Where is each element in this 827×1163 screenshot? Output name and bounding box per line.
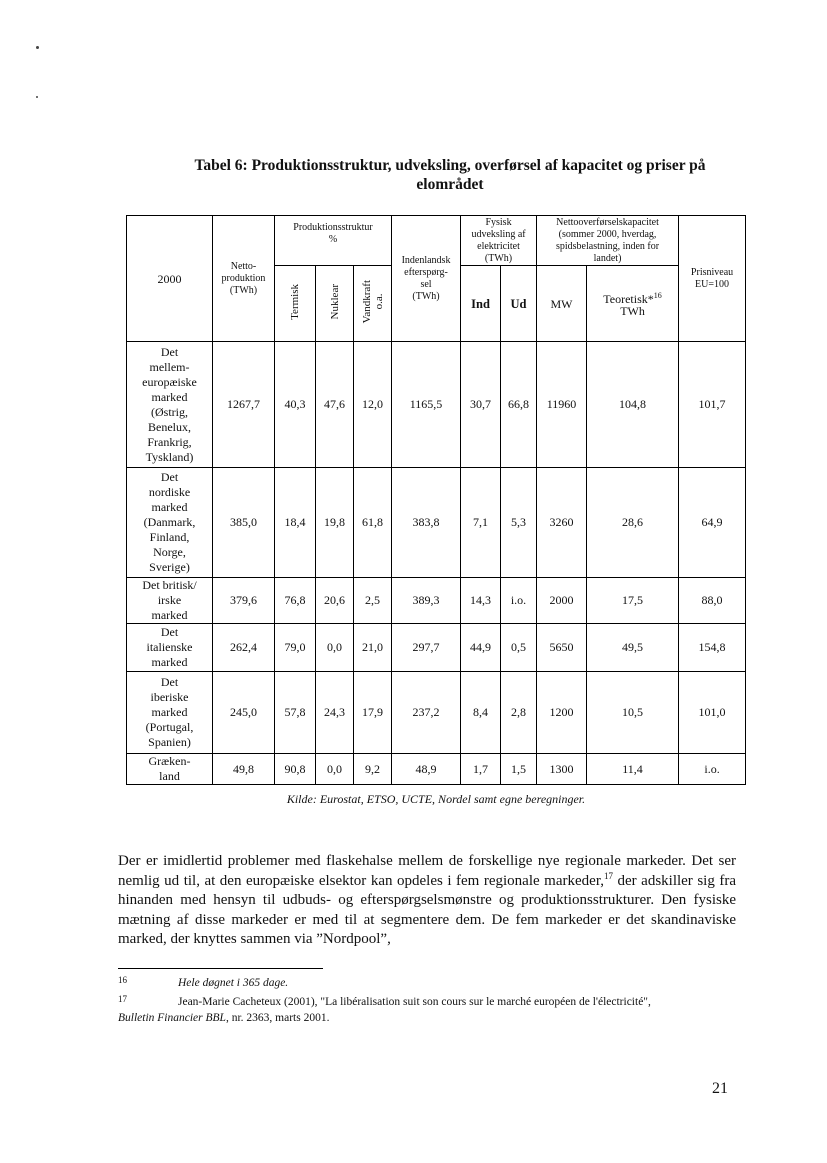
footnote-16-number: 16 bbox=[118, 975, 127, 985]
header-vandkraft bbox=[354, 266, 392, 342]
cell-indenlandsk: 297,7 bbox=[392, 624, 461, 672]
market-name: Det italienske marked bbox=[146, 625, 193, 669]
header-netto: Netto- produktion (TWh) bbox=[213, 216, 275, 342]
table-row bbox=[127, 468, 746, 578]
market-name: Det britisk/ irske marked bbox=[142, 578, 197, 622]
cell-indenlandsk: 48,9 bbox=[392, 754, 461, 785]
cell-indenlandsk: 383,8 bbox=[392, 468, 461, 578]
cell-netto: 262,4 bbox=[213, 624, 275, 672]
header-ind: Ind bbox=[461, 266, 501, 342]
cell-ud: 66,8 bbox=[501, 342, 537, 468]
cell-nuklear: 0,0 bbox=[316, 754, 354, 785]
header-indenlandsk: Indenlandsk efterspørg- sel (TWh) bbox=[392, 216, 461, 342]
paragraph-part-1: Der er imidlertid problemer med flaskehalse mellem de forskellige nye regionale markeder. Det ser nemlig ud til, at den europæiske elsektor kan opdeles i fem regionale markeder, bbox=[118, 853, 736, 889]
cell-netto: 1267,7 bbox=[213, 342, 275, 468]
header-teoretisk-label: Teoretisk* bbox=[603, 292, 654, 306]
cell-twh: 11,4 bbox=[587, 754, 679, 785]
footnote-17 bbox=[118, 994, 740, 1026]
table-row bbox=[127, 672, 746, 754]
cell-mw: 2000 bbox=[537, 578, 587, 624]
cell-ind: 1,7 bbox=[461, 754, 501, 785]
header-mw: MW bbox=[537, 266, 587, 342]
header-nuklear bbox=[316, 266, 354, 342]
cell-vandkraft: 12,0 bbox=[354, 342, 392, 468]
footnote-17-continuation bbox=[118, 1010, 740, 1026]
header-teoretisk-sup: 16 bbox=[653, 291, 662, 300]
header-prod-group: Produktionsstruktur % bbox=[275, 216, 392, 266]
cell-ud: 5,3 bbox=[501, 468, 537, 578]
cell-termisk: 90,8 bbox=[275, 754, 316, 785]
cell-ud: 0,5 bbox=[501, 624, 537, 672]
footnote-17-journal: Bulletin Financier BBL bbox=[118, 1012, 226, 1024]
cell-ind: 44,9 bbox=[461, 624, 501, 672]
footnote-17-end: , nr. 2363, marts 2001. bbox=[225, 1012, 330, 1024]
market-countries: (Portugal, Spanien) bbox=[145, 720, 194, 749]
footnote-17-number: 17 bbox=[118, 994, 127, 1004]
cell-vandkraft: 2,5 bbox=[354, 578, 392, 624]
cell-termisk: 18,4 bbox=[275, 468, 316, 578]
cell-netto: 385,0 bbox=[213, 468, 275, 578]
footnote-17-text: Jean-Marie Cacheteux (2001), "La libéralisation suit son cours sur le marché européen de l'électricité", bbox=[178, 996, 651, 1008]
cell-mw: 1200 bbox=[537, 672, 587, 754]
cell-nuklear: 47,6 bbox=[316, 342, 354, 468]
cell-mw: 1300 bbox=[537, 754, 587, 785]
cell-indenlandsk: 1165,5 bbox=[392, 342, 461, 468]
cell-ud: i.o. bbox=[501, 578, 537, 624]
cell-pris: 88,0 bbox=[679, 578, 746, 624]
cell-mw: 5650 bbox=[537, 624, 587, 672]
cell-vandkraft: 21,0 bbox=[354, 624, 392, 672]
market-name: Det mellem- europæiske marked bbox=[142, 344, 197, 404]
cell-mw: 3260 bbox=[537, 468, 587, 578]
footnote-divider bbox=[118, 968, 323, 969]
row-market-name bbox=[127, 468, 213, 578]
row-market-name bbox=[127, 578, 213, 624]
footnote-ref-17: 17 bbox=[603, 870, 613, 881]
cell-pris: 154,8 bbox=[679, 624, 746, 672]
table-row bbox=[127, 578, 746, 624]
cell-nuklear: 20,6 bbox=[316, 578, 354, 624]
table-row bbox=[127, 342, 746, 468]
scan-speck bbox=[36, 96, 38, 98]
cell-ind: 30,7 bbox=[461, 342, 501, 468]
cell-ind: 7,1 bbox=[461, 468, 501, 578]
header-teoretisk bbox=[587, 266, 679, 342]
header-prisniveau: Prisniveau EU=100 bbox=[679, 216, 746, 342]
footnote-16-text: Hele døgnet i 365 dage. bbox=[178, 977, 289, 989]
footnote-16 bbox=[118, 975, 740, 991]
header-vandkraft-text: Vandkraft o.a. bbox=[360, 279, 385, 324]
scan-speck bbox=[36, 46, 39, 49]
cell-vandkraft: 17,9 bbox=[354, 672, 392, 754]
cell-mw: 11960 bbox=[537, 342, 587, 468]
cell-netto: 245,0 bbox=[213, 672, 275, 754]
market-countries: (Østrig, Benelux, Frankrig, Tyskland) bbox=[145, 404, 194, 464]
market-name: Det nordiske marked bbox=[148, 470, 191, 514]
cell-pris: 101,0 bbox=[679, 672, 746, 754]
header-teoretisk-unit: TWh bbox=[620, 304, 645, 318]
table-caption bbox=[160, 156, 740, 194]
header-netto-overforsel: Nettooverførselskapacitet (sommer 2000, hverdag, spidsbelastning, inden for landet) bbox=[537, 216, 679, 266]
data-table bbox=[126, 215, 746, 785]
cell-twh: 28,6 bbox=[587, 468, 679, 578]
table-row bbox=[127, 624, 746, 672]
header-termisk bbox=[275, 266, 316, 342]
cell-twh: 104,8 bbox=[587, 342, 679, 468]
page-number: 21 bbox=[712, 1080, 728, 1097]
cell-netto: 49,8 bbox=[213, 754, 275, 785]
market-name: Det iberiske marked bbox=[150, 675, 189, 719]
cell-nuklear: 0,0 bbox=[316, 624, 354, 672]
table-row bbox=[127, 754, 746, 785]
cell-ud: 2,8 bbox=[501, 672, 537, 754]
row-market-name bbox=[127, 624, 213, 672]
header-termisk-text: Termisk bbox=[289, 283, 301, 320]
body-paragraph bbox=[118, 852, 736, 950]
cell-pris: 64,9 bbox=[679, 468, 746, 578]
cell-twh: 49,5 bbox=[587, 624, 679, 672]
market-countries: (Danmark, Finland, Norge, Sverige) bbox=[143, 515, 196, 574]
cell-ind: 8,4 bbox=[461, 672, 501, 754]
cell-ind: 14,3 bbox=[461, 578, 501, 624]
cell-pris: 101,7 bbox=[679, 342, 746, 468]
cell-indenlandsk: 389,3 bbox=[392, 578, 461, 624]
row-market-name bbox=[127, 672, 213, 754]
caption-line-1: Tabel 6: Produktionsstruktur, udveksling, overførsel af kapacitet og priser på bbox=[194, 157, 706, 174]
cell-termisk: 79,0 bbox=[275, 624, 316, 672]
cell-nuklear: 24,3 bbox=[316, 672, 354, 754]
cell-nuklear: 19,8 bbox=[316, 468, 354, 578]
cell-ud: 1,5 bbox=[501, 754, 537, 785]
cell-vandkraft: 9,2 bbox=[354, 754, 392, 785]
cell-pris: i.o. bbox=[679, 754, 746, 785]
cell-vandkraft: 61,8 bbox=[354, 468, 392, 578]
cell-indenlandsk: 237,2 bbox=[392, 672, 461, 754]
market-name: Græken- land bbox=[148, 754, 191, 783]
cell-netto: 379,6 bbox=[213, 578, 275, 624]
header-fysisk: Fysisk udveksling af elektricitet (TWh) bbox=[461, 216, 537, 266]
cell-termisk: 76,8 bbox=[275, 578, 316, 624]
source-note: Kilde: Eurostat, ETSO, UCTE, Nordel samt egne beregninger. bbox=[286, 792, 586, 806]
caption-line-2: elområdet bbox=[416, 176, 484, 193]
header-ud: Ud bbox=[501, 266, 537, 342]
cell-termisk: 40,3 bbox=[275, 342, 316, 468]
row-market-name bbox=[127, 754, 213, 785]
cell-twh: 10,5 bbox=[587, 672, 679, 754]
cell-termisk: 57,8 bbox=[275, 672, 316, 754]
cell-twh: 17,5 bbox=[587, 578, 679, 624]
paragraph-part-2: der adskiller sig fra hinanden med hensyn til udbuds- og efterspørgselsmønstre og produktionsstrukturer. Den fysiske mætning af disse markeder er med til at segmentere dem. De fem markeder er det skandinaviske marked, der knyttes sammen via ”Nordpool”, bbox=[118, 872, 736, 947]
header-nuklear-text: Nuklear bbox=[328, 283, 341, 320]
header-year: 2000 bbox=[127, 216, 213, 342]
row-market-name bbox=[127, 342, 213, 468]
